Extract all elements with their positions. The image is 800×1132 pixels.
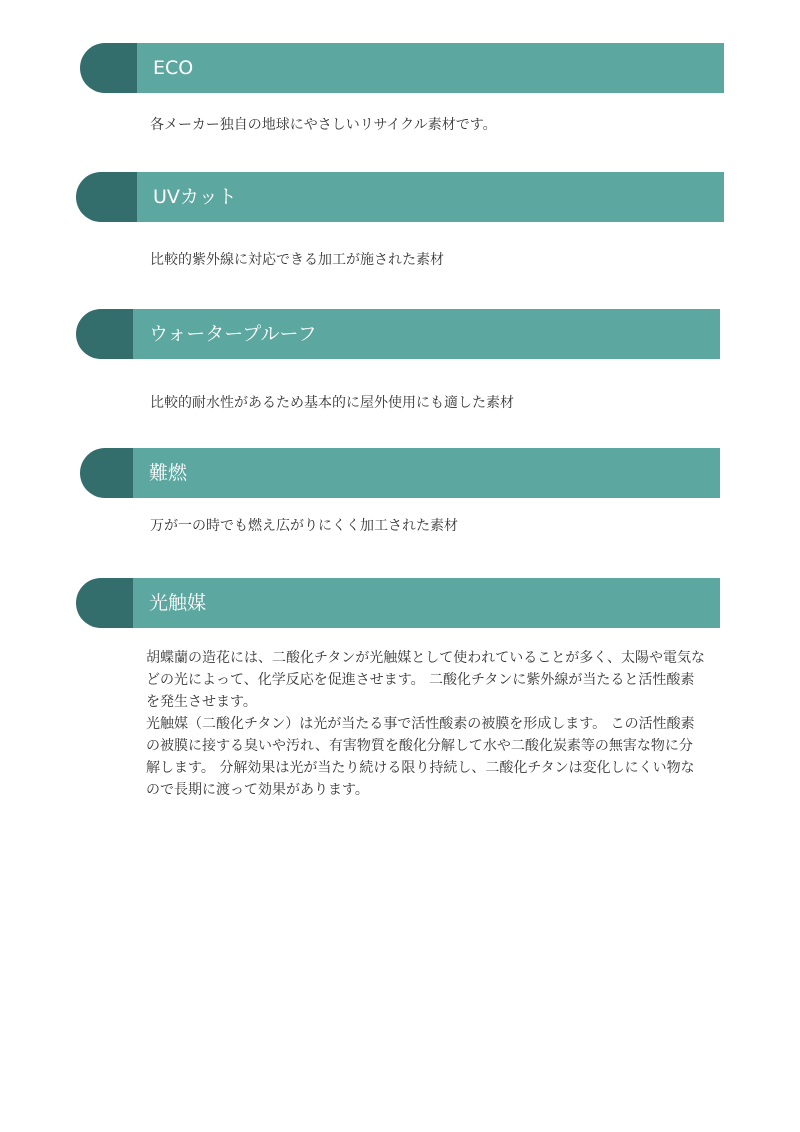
section-header-waterproof [76, 309, 720, 359]
section-header-cap [80, 43, 140, 93]
section-header-cap [76, 578, 136, 628]
section-header-photocatalyst [76, 578, 720, 628]
section-header-bar [137, 43, 724, 93]
section-header-bar [133, 309, 720, 359]
paragraph: 胡蝶蘭の造花には、二酸化チタンが光触媒として使われていることが多く、太陽や電気などの光によって、化学反応を促進させます。 二酸化チタンに紫外線が当たると活性酸素を発生させます。 [146, 650, 706, 710]
paragraph: 光触媒（二酸化チタン）は光が当たる事で活性酸素の被膜を形成します。 この活性酸素の被膜に接する臭いや汚れ、有害物質を酸化分解して水や二酸化炭素等の無害な物に分解します。 分解効果は光が当たり続ける限り持続し、二酸化チタンは変化しにくい物なので長期に渡って効果があります。 [146, 716, 695, 798]
section-description-waterproof: 比較的耐水性があるため基本的に屋外使用にも適した素材 [150, 395, 514, 411]
section-header-uv-cut [76, 172, 724, 222]
section-header-cap [76, 309, 136, 359]
section-description-uv-cut: 比較的紫外線に対応できる加工が施された素材 [150, 252, 444, 268]
section-description-eco: 各メーカー独自の地球にやさしいリサイクル素材です。 [150, 117, 497, 133]
section-title-uv-cut: UVカット [153, 186, 237, 208]
section-header-flame-retardant [80, 448, 720, 498]
section-title-waterproof: ウォータープルーフ [149, 323, 317, 345]
section-header-eco [80, 43, 724, 93]
section-header-bar [137, 172, 724, 222]
section-title-photocatalyst: 光触媒 [149, 592, 207, 614]
section-header-cap [76, 172, 140, 222]
section-description-photocatalyst [146, 647, 706, 801]
section-header-bar [133, 448, 720, 498]
section-header-cap [80, 448, 136, 498]
section-title-flame-retardant: 難燃 [149, 462, 188, 484]
section-title-eco: ECO [153, 57, 194, 79]
section-description-flame-retardant: 万が一の時でも燃え広がりにくく加工された素材 [150, 518, 458, 534]
section-header-bar [133, 578, 720, 628]
